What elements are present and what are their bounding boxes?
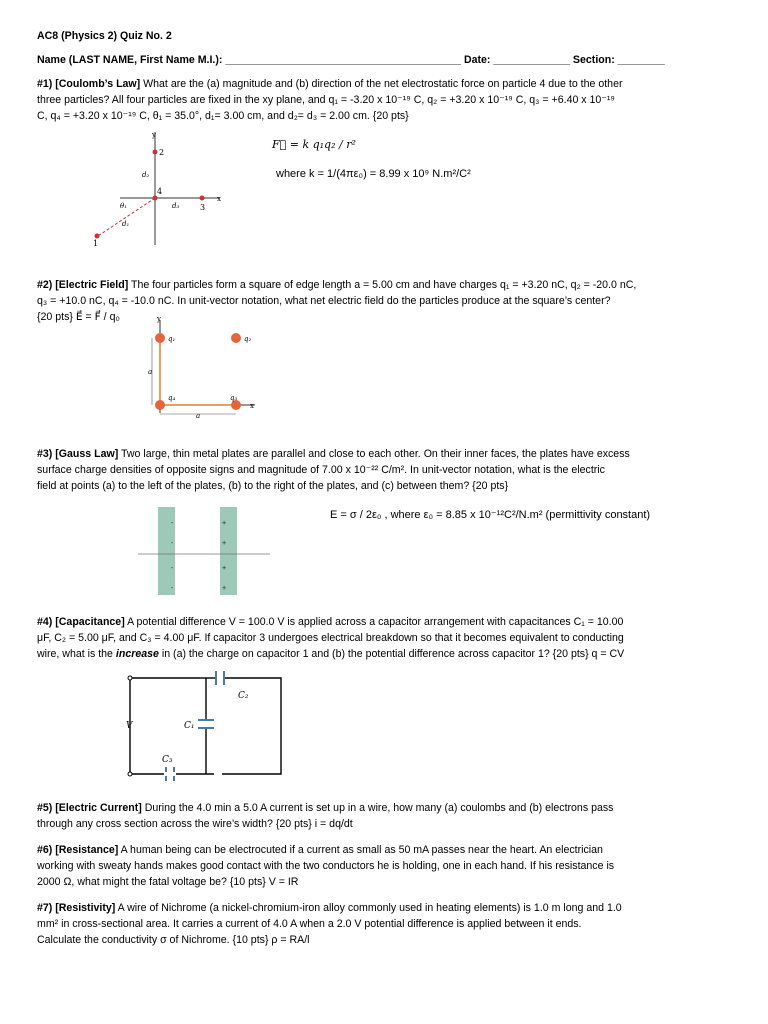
q4-increase-emphasis: increase [115,648,159,660]
q2-label-q4: q₄ [168,394,176,402]
q1-text-line3: C, q₄ = +3.20 x 10⁻¹⁹ C, θ₁ = 35.0°, d₁= 3.00 cm, and d₂= d₃ = 2.00 cm. {20 pts} [37,110,409,122]
q4-text-line3c: in (a) the charge on capacitor 1 and (b) the potential difference across capacitor 1? {20 pts} q = CV [158,648,625,660]
question-7 [37,900,737,948]
q2-charge-q3 [155,400,165,410]
q4-heading: #4) [Capacitance] [37,616,125,628]
q1-text-line2: three particles? All four particles are fixed in the xy plane, and q₁ = -3.20 x 10⁻¹⁹ C, q₂ = +3.20 x 10⁻¹⁹ C, q₃ = +6.40 x 10⁻¹⁹ [37,94,615,106]
q4-text-line1: A potential difference V = 100.0 V is applied across a capacitor arrangement with capacitances C₁ = 10.00 [124,616,624,628]
q3-positive-charges-4: + [222,584,227,592]
q2-square-figure [140,315,270,423]
quiz-title: AC8 (Physics 2) Quiz No. 2 [37,30,172,42]
q1-label-3: 3 [200,203,206,212]
q6-heading: #6) [Resistance] [37,844,119,856]
q5-text-line2: through any cross section across the wire’s width? {20 pts} i = dq/dt [37,818,353,830]
question-3 [37,446,737,494]
q5-text-line1: During the 4.0 min a 5.0 A current is set up in a wire, how many (a) coulombs and (b) electrons pass [141,802,614,814]
q4-label-c1: C₁ [184,721,195,731]
q1-label-4: 4 [157,187,163,196]
q1-x-label: x [217,195,221,203]
q4-terminal-top [128,676,132,680]
q2-label-a-horizontal: a [196,412,201,420]
q3-positive-charges-2: + [222,539,227,547]
q3-text-line1: Two large, thin metal plates are parallel and close to each other. On their inner faces, the plates have excess [118,448,630,460]
q1-label-d2: d₂ [142,171,150,179]
q4-circuit-figure [118,670,288,785]
q2-label-q1: q₁ [168,335,176,343]
q1-particle-4 [153,196,158,201]
q3-positive-charges: + [222,519,227,527]
q1-y-label: y [152,131,156,139]
q1-label-1: 1 [93,239,99,248]
q1-particle-3 [200,196,205,201]
q3-text-line3: field at points (a) to the left of the plates, (b) to the right of the plates, and (c) between them? {20 pts} [37,480,509,492]
q6-text-line1: A human being can be electrocuted if a current as small as 50 mA passes near the heart. An electrician [118,844,603,856]
q3-negative-charges-4: - [170,584,175,592]
question-4 [37,614,737,662]
q6-text-line2: working with sweaty hands makes good contact with the two conductors he is holding, one in each hand. If his resistance is [37,860,615,872]
q7-text-line3: Calculate the conductivity σ of Nichrome. {10 pts} ρ = RA/l [37,934,310,946]
q3-positive-charges-3: + [222,564,227,572]
q2-label-q3: q₃ [230,394,238,402]
q3-negative-charges: - [170,519,175,527]
q1-coulomb-formula: F⃗ = k q₁q₂ / r² [272,138,356,151]
q4-label-c2: C₂ [238,691,249,701]
q4-wire-right [222,678,281,774]
q3-plates-figure [138,505,273,597]
q3-field-formula: E = σ / 2ε₀ , where ε₀ = 8.85 x 10⁻¹²C²/N.m² (permittivity constant) [330,509,651,521]
q2-heading: #2) [Electric Field] [37,279,129,291]
q4-text-line2: μF, C₂ = 5.00 μF, and C₃ = 4.00 μF. If capacitor 3 undergoes electrical breakdown so that it becomes equivalent to conducting [37,632,624,644]
q4-label-c3: C₃ [162,755,173,765]
q4-terminal-bottom [128,772,132,776]
q1-heading: #1) [Coulomb’s Law] [37,78,141,90]
q5-heading: #5) [Electric Current] [37,802,142,814]
q6-text-line3: 2000 Ω, what might the fatal voltage be? {10 pts} V = IR [37,876,299,888]
q7-text-line1: A wire of Nichrome (a nickel-chromium-iron alloy commonly used in heating elements) is 1.0 m long and 1.0 [115,902,622,914]
q1-particle-1 [95,234,100,239]
q1-label-2: 2 [159,148,165,157]
question-1 [37,76,737,124]
q1-particle-figure [80,130,240,250]
q1-coulomb-constant: where k = 1/(4πε₀) = 8.99 x 10⁹ N.m²/C² [276,168,471,180]
q7-text-line2: mm² in cross-sectional area. It carries a current of 4.0 A when a 2.0 V potential difference is applied between it ends. [37,918,582,930]
q1-label-d3: d₃ [172,202,180,210]
q2-text-line3: {20 pts} E⃗ = F⃗ / q₀ [37,311,120,323]
q1-label-d1: d₁ [122,220,130,228]
name-date-section-line: Name (LAST NAME, First Name M.I.): ________________________________________ Date: _____________ Section: ________ [37,54,665,66]
q2-label-a-vertical: a [148,368,153,376]
q3-text-line2: surface charge densities of opposite signs and magnitude of 7.00 x 10⁻²² C/m². In unit-vector notation, what is the electric [37,464,605,476]
question-6 [37,842,737,890]
q2-label-q2: q₂ [244,335,252,343]
q2-text-line2: q₃ = +10.0 nC, q₄ = -10.0 nC. In unit-vector notation, what net electric field do the particles produce at the square’s center? [37,295,611,307]
q3-heading: #3) [Gauss Law] [37,448,119,460]
q7-heading: #7) [Resistivity] [37,902,116,914]
q1-text-line1: What are the (a) magnitude and (b) direction of the net electrostatic force on particle 4 due to the other [140,78,623,90]
q4-c3-gap [164,772,176,776]
q1-particle-2 [153,150,158,155]
question-5 [37,800,737,832]
q2-charge-q1 [155,333,165,343]
q1-label-theta: θ₁ [120,202,128,210]
q2-text-line1: The four particles form a square of edge length a = 5.00 cm and have charges q₁ = +3.20 nC, q₂ = -20.0 nC, [128,279,637,291]
q3-negative-charges-3: - [170,564,175,572]
q2-x-label: x [250,402,254,410]
q4-label-v: V [126,721,133,731]
q2-y-label: y [157,315,161,323]
q2-charge-q2 [231,333,241,343]
q3-negative-charges-2: - [170,539,175,547]
q4-text-line3a: wire, what is the [37,648,116,660]
